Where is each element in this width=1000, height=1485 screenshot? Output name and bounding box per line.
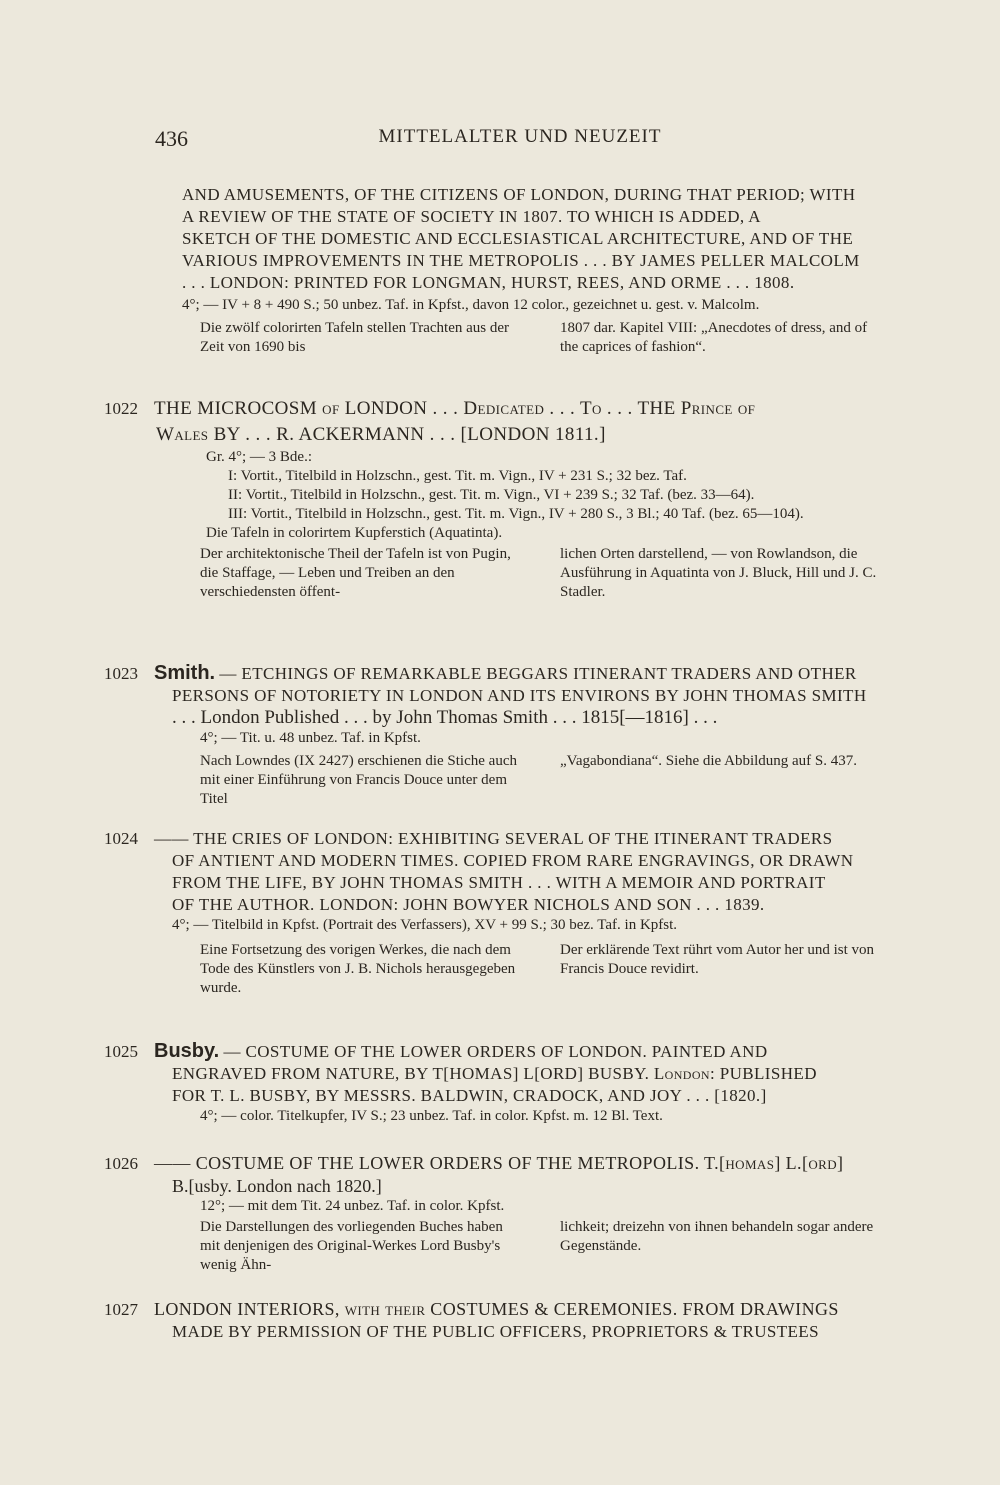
page-header	[155, 126, 885, 156]
entry-1027	[104, 1298, 880, 1343]
entry-author: Busby.	[154, 1040, 220, 1062]
note-left: Eine Fortsetzung des vorigen Werkes, die nach dem Tode des Künstlers von J. B. Nichols herausgegeben wurde.	[200, 942, 516, 996]
note-right: lichen Orten darstellend, — von Rowlandson, die Ausführung in Aquatinta von J. Bluck, Hill und J. C. Stadler.	[560, 546, 877, 600]
entry-title-line: B.[usby. London nach 1820.]	[172, 1176, 382, 1196]
plates-note: Die Tafeln in colorirtem Kupferstich (Aquatinta).	[206, 525, 503, 541]
entry-title: THE MICROCOSM of LONDON . . . Dedicated . . . To . . . THE Prince of	[154, 398, 756, 419]
entry-title-line: ENGRAVED FROM NATURE, BY T[HOMAS] L[ORD] BUSBY. London: PUBLISHED	[172, 1064, 817, 1083]
note-right: 1807 dar. Kapitel VIII: „Anecdotes of dress, and of the caprices of fashion“.	[560, 320, 868, 355]
note	[104, 752, 880, 809]
entry-title-line: FROM THE LIFE, BY JOHN THOMAS SMITH . . . WITH A MEMOIR AND PORTRAIT	[172, 873, 826, 892]
entry-title-line: PERSONS OF NOTORIETY IN LONDON AND ITS ENVIRONS BY JOHN THOMAS SMITH	[172, 686, 867, 705]
entry-title-line	[104, 396, 880, 422]
entry-number: 1025	[104, 1042, 138, 1061]
entry-title: — ETCHINGS OF REMARKABLE BEGGARS ITINERANT TRADERS AND OTHER	[219, 664, 857, 683]
entry-title-line: OF THE AUTHOR. LONDON: JOHN BOWYER NICHOLS AND SON . . . 1839.	[172, 895, 765, 914]
entry-1026	[104, 1152, 880, 1275]
entry-line: A REVIEW OF THE STATE OF SOCIETY IN 1807. TO WHICH IS ADDED, A	[182, 207, 761, 226]
entry-title-line	[104, 1152, 880, 1175]
entry-continuation	[104, 184, 880, 357]
note	[104, 941, 880, 998]
note-left: Der architektonische Theil der Tafeln ist von Pugin, die Staffage, — Leben und Treiben an den verschiedensten öffent-	[200, 546, 511, 600]
entry-title-line: FOR T. L. BUSBY, BY MESSRS. BALDWIN, CRADOCK, AND JOY . . . [1820.]	[172, 1086, 767, 1105]
running-title: MITTELALTER UND NEUZEIT	[378, 126, 662, 147]
entry-number: 1023	[104, 664, 138, 683]
collation: 4°; — Titelbild in Kpfst. (Portrait des Verfassers), XV + 99 S.; 30 bez. Taf. in Kpfst.	[172, 917, 678, 933]
entry-title: —— THE CRIES OF LONDON: EXHIBITING SEVERAL OF THE ITINERANT TRADERS	[154, 829, 833, 848]
entry-1025	[104, 1040, 880, 1126]
entry-number: 1022	[104, 399, 138, 418]
entry-author: Smith.	[154, 662, 216, 684]
collation: 12°; — mit dem Tit. 24 unbez. Taf. in color. Kpfst.	[200, 1198, 505, 1214]
entry-number: 1024	[104, 829, 138, 848]
volume-1: I: Vortit., Titelbild in Holzschn., gest. Tit. m. Vign., IV + 231 S.; 32 bez. Taf.	[228, 468, 687, 484]
entry-1022	[104, 396, 880, 602]
entry-1023	[104, 662, 880, 809]
collation: 4°; — IV + 8 + 490 S.; 50 unbez. Taf. in Kpfst., davon 12 color., gezeichnet u. gest. v. Malcolm.	[182, 297, 760, 313]
entry-line: . . . LONDON: PRINTED FOR LONGMAN, HURST, REES, AND ORME . . . 1808.	[182, 273, 795, 292]
page-number: 436	[155, 126, 188, 151]
entry-title-line: OF ANTIENT AND MODERN TIMES. COPIED FROM RARE ENGRAVINGS, OR DRAWN	[172, 851, 854, 870]
entry-line: SKETCH OF THE DOMESTIC AND ECCLESIASTICAL ARCHITECTURE, AND OF THE	[182, 229, 854, 248]
entry-title-line: Wales BY . . . R. ACKERMANN . . . [LONDON 1811.]	[156, 424, 606, 445]
entry-title-line: MADE BY PERMISSION OF THE PUBLIC OFFICERS, PROPRIETORS & TRUSTEES	[172, 1322, 819, 1341]
entry-1024	[104, 828, 880, 998]
collation: 4°; — Tit. u. 48 unbez. Taf. in Kpfst.	[200, 730, 421, 746]
collation: Gr. 4°; — 3 Bde.:	[206, 449, 312, 465]
volume-2: II: Vortit., Titelbild in Holzschn., gest. Tit. m. Vign., VI + 239 S.; 32 Taf. (bez. 33—64).	[228, 487, 755, 503]
entry-title-line	[104, 1040, 880, 1063]
entry-title-line	[104, 1298, 880, 1321]
note	[104, 319, 880, 357]
note-left: Die Darstellungen des vorliegenden Buches haben mit denjenigen des Original-Werkes Lord Busby's wenig Ähn-	[200, 1219, 503, 1273]
note-right: „Vagabondiana“. Siehe die Abbildung auf S. 437.	[560, 753, 858, 769]
entry-number: 1027	[104, 1300, 138, 1319]
entry-line: VARIOUS IMPROVEMENTS IN THE METROPOLIS . . . BY JAMES PELLER MALCOLM	[182, 251, 860, 270]
note-left: Nach Lowndes (IX 2427) erschienen die Stiche auch mit einer Einführung von Francis Douce unter dem Titel	[200, 753, 517, 807]
entry-number: 1026	[104, 1154, 138, 1173]
entry-title: —— COSTUME OF THE LOWER ORDERS OF THE METROPOLIS. T.[homas] L.[ord]	[154, 1153, 844, 1173]
entry-title-line: . . . London Published . . . by John Thomas Smith . . . 1815[—1816] . . .	[172, 707, 718, 728]
note	[104, 1218, 880, 1275]
entry-title: — COSTUME OF THE LOWER ORDERS OF LONDON. PAINTED AND	[223, 1042, 768, 1061]
entry-title-line	[104, 662, 880, 685]
note-right: lichkeit; dreizehn von ihnen behandeln sogar andere Gegenstände.	[560, 1219, 874, 1254]
note-left: Die zwölf colorirten Tafeln stellen Trachten aus der Zeit von 1690 bis	[200, 320, 509, 355]
entry-title: LONDON INTERIORS, with their COSTUMES & CEREMONIES. FROM DRAWINGS	[154, 1299, 839, 1319]
collation: 4°; — color. Titelkupfer, IV S.; 23 unbez. Taf. in color. Kpfst. m. 12 Bl. Text.	[200, 1108, 663, 1124]
note	[104, 545, 880, 602]
volume-3: III: Vortit., Titelbild in Holzschn., gest. Tit. m. Vign., IV + 280 S., 3 Bl.; 40 Taf. (bez. 65—104).	[228, 506, 804, 522]
entry-line: AND AMUSEMENTS, OF THE CITIZENS OF LONDON, DURING THAT PERIOD; WITH	[182, 185, 856, 204]
entry-title-line	[104, 828, 880, 850]
note-right: Der erklärende Text rührt vom Autor her und ist von Francis Douce revidirt.	[560, 942, 875, 977]
